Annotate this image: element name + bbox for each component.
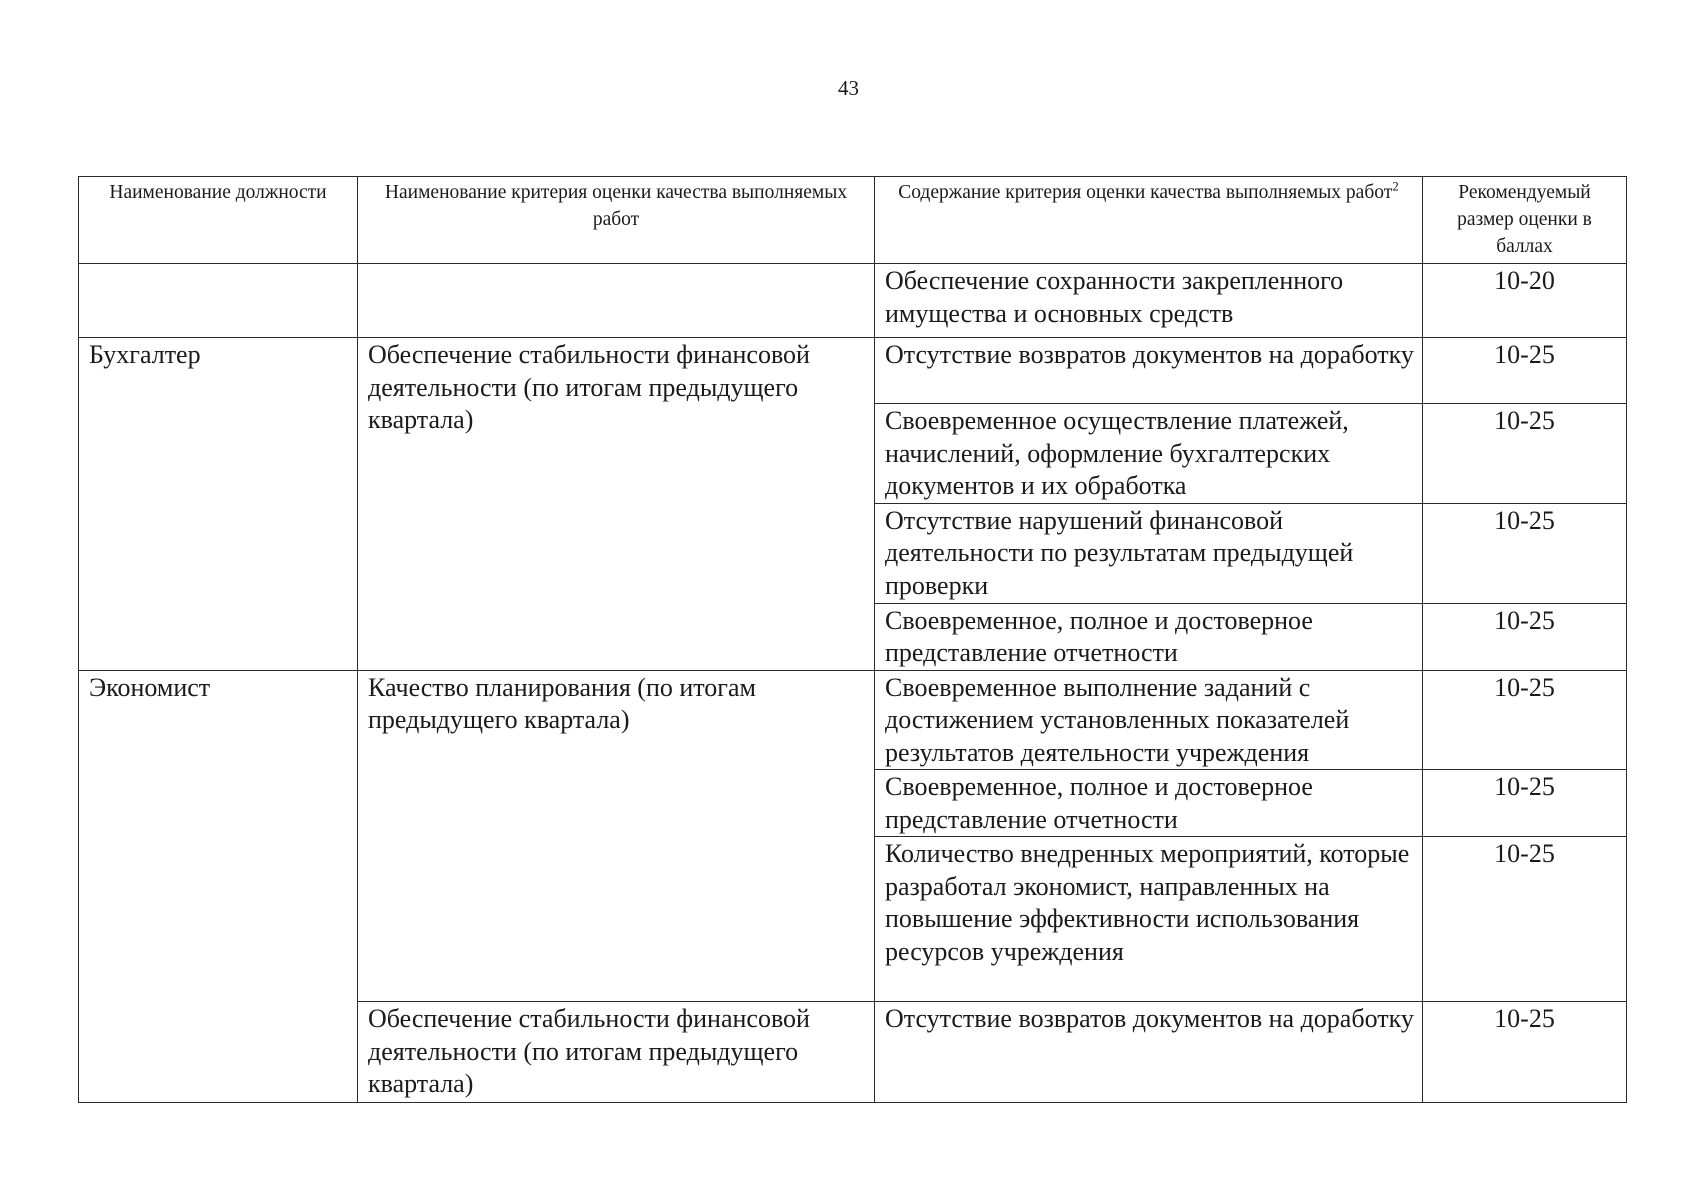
table-row <box>79 264 1627 338</box>
score-cell <box>1423 1002 1627 1103</box>
criterion-text: Качество планирования (по итогам предыдущего квартала) <box>368 672 756 734</box>
content-cell <box>875 264 1423 338</box>
criterion-text: Обеспечение стабильности финансовой деятельности (по итогам предыдущего квартала) <box>368 340 810 434</box>
score-cell <box>1423 338 1627 404</box>
content-text: Своевременное, полное и достоверное представление отчетности <box>885 605 1313 667</box>
criterion-cell <box>358 264 875 338</box>
content-text: Обеспечение сохранности закрепленного имущества и основных средств <box>885 266 1344 328</box>
content-text: Своевременное, полное и достоверное представление отчетности <box>885 772 1313 834</box>
score-value: 10-25 <box>1494 605 1555 635</box>
content-cell <box>875 1002 1423 1103</box>
table-row <box>79 338 1627 404</box>
criterion-text: Обеспечение стабильности финансовой деятельности (по итогам предыдущего квартала) <box>368 1004 810 1098</box>
position-cell <box>79 338 358 671</box>
score-cell <box>1423 770 1627 837</box>
score-value: 10-25 <box>1494 839 1555 868</box>
content-cell <box>875 603 1423 670</box>
header-criterion-label: Наименование критерия оценки качества выполняемых работ <box>384 182 848 230</box>
score-value: 10-25 <box>1494 1004 1555 1033</box>
table-header-row <box>79 177 1627 264</box>
criterion-cell <box>358 338 875 671</box>
page-number: 43 <box>838 76 859 100</box>
table-row <box>79 670 1627 770</box>
content-cell <box>875 837 1423 1002</box>
content-cell <box>875 670 1423 770</box>
score-cell <box>1423 603 1627 670</box>
score-cell <box>1423 670 1627 770</box>
header-score-label: Рекомендуемый размер оценки в баллах <box>1457 182 1592 257</box>
criteria-table <box>78 176 1627 1103</box>
header-score <box>1423 177 1627 264</box>
position-cell <box>79 670 358 1103</box>
score-value: 10-25 <box>1494 672 1555 702</box>
content-text: Своевременное выполнение заданий с достижением установленных показателей результатов деятельности учреждения <box>885 672 1350 767</box>
header-content <box>875 177 1423 264</box>
score-value: 10-25 <box>1494 505 1555 535</box>
content-text: Отсутствие нарушений финансовой деятельности по результатам предыдущей проверки <box>885 505 1354 600</box>
content-text: Своевременное осуществление платежей, начислений, оформление бухгалтерских документов и их обработка <box>885 406 1349 500</box>
content-cell <box>875 503 1423 603</box>
score-value: 10-25 <box>1494 340 1555 369</box>
score-value: 10-25 <box>1494 772 1555 801</box>
content-cell <box>875 770 1423 837</box>
content-text: Отсутствие возвратов документов на доработку <box>885 1004 1414 1033</box>
score-cell <box>1423 503 1627 603</box>
content-text: Количество внедренных мероприятий, которые разработал экономист, направленных на повышение эффективности использования ресурсов учреждения <box>885 839 1410 966</box>
content-cell <box>875 404 1423 504</box>
score-cell <box>1423 404 1627 504</box>
header-position-label: Наименование должности <box>109 182 327 203</box>
content-text: Отсутствие возвратов документов на доработку <box>885 340 1414 369</box>
header-position <box>79 177 358 264</box>
content-cell <box>875 338 1423 404</box>
position-cell <box>79 264 358 338</box>
score-value: 10-20 <box>1494 266 1555 295</box>
score-cell <box>1423 837 1627 1002</box>
position-text: Бухгалтер <box>89 340 201 369</box>
position-text: Экономист <box>89 672 211 702</box>
footnote-marker: 2 <box>1392 178 1399 194</box>
criterion-cell <box>358 670 875 1002</box>
header-content-label: Содержание критерия оценки качества выполняемых работ <box>898 182 1393 203</box>
score-value: 10-25 <box>1494 406 1555 435</box>
header-criterion <box>358 177 875 264</box>
criterion-cell <box>358 1002 875 1103</box>
score-cell <box>1423 264 1627 338</box>
